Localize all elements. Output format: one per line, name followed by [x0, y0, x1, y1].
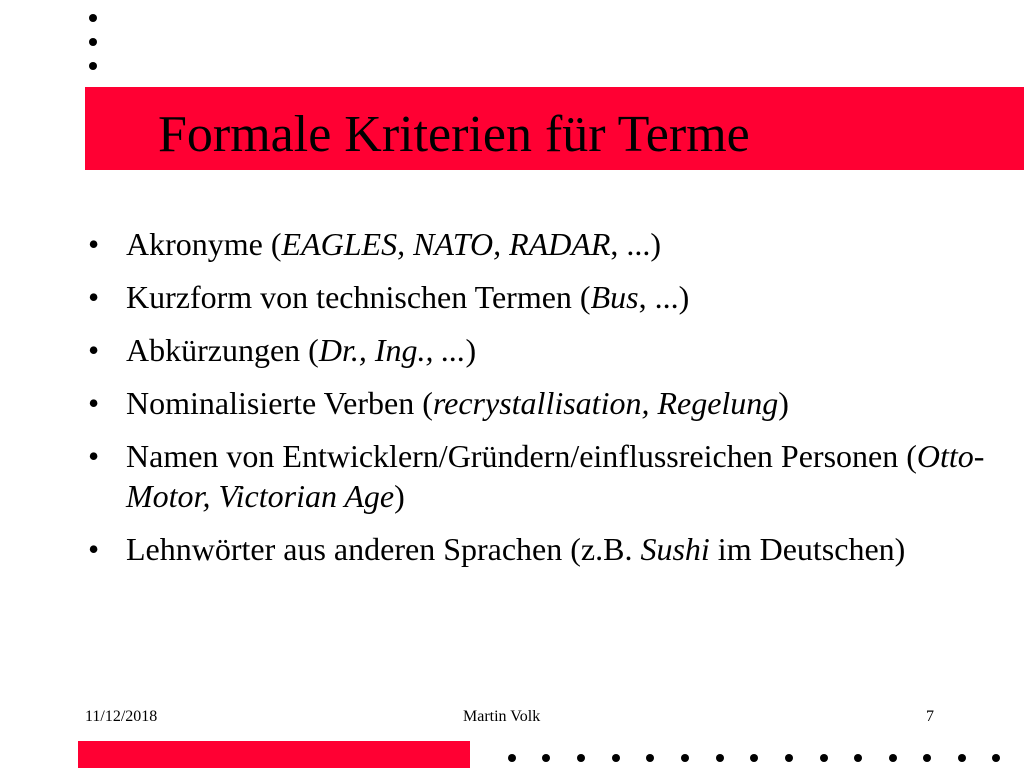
decorative-dot [958, 754, 966, 762]
decorative-dot [889, 754, 897, 762]
decorative-dot [854, 754, 862, 762]
bullet-item [88, 529, 988, 569]
decorative-dot [646, 754, 654, 762]
bullet-item [88, 224, 988, 264]
bullet-icon: • [88, 279, 100, 315]
bullet-text: Akronyme ( [126, 226, 282, 262]
decorative-dot [89, 62, 97, 70]
bullet-item [88, 383, 988, 423]
decorative-dot [785, 754, 793, 762]
bullet-text: ) [778, 385, 789, 421]
decorative-dot [542, 754, 550, 762]
bullet-icon: • [88, 438, 100, 474]
decorative-dot [577, 754, 585, 762]
bullet-item [88, 436, 988, 516]
bullet-text: , ...) [610, 226, 662, 262]
footer-bar [78, 741, 470, 768]
bullet-text: Abkürzungen ( [126, 332, 319, 368]
decorative-dot [716, 754, 724, 762]
decorative-dot [612, 754, 620, 762]
bullet-example-text: Dr., Ing., ... [318, 332, 466, 368]
decorative-dot [681, 754, 689, 762]
bullet-text: Namen von Entwicklern/Gründern/einflussreichen Personen ( [126, 438, 917, 474]
decorative-dot [923, 754, 931, 762]
bullet-example-text: Otto-Motor, Victorian Age [126, 438, 985, 514]
bullet-list [88, 224, 988, 582]
bullet-text: ) [465, 332, 477, 368]
bullet-text: , ...) [638, 279, 690, 315]
bullet-example-text: Sushi [640, 531, 710, 567]
footer-date: 11/12/2018 [85, 708, 158, 725]
bullet-text: ) [394, 478, 405, 514]
decorative-dot [508, 754, 516, 762]
bullet-example-text: recrystallisation, Regelung [432, 385, 779, 421]
bullet-icon: • [88, 385, 100, 421]
bullet-icon: • [88, 531, 100, 567]
decorative-dot [992, 754, 1000, 762]
bullet-icon: • [88, 332, 100, 368]
slide-title: Formale Kriterien für Terme [158, 106, 750, 163]
bullet-example-text: EAGLES, NATO, RADAR [281, 226, 611, 262]
bullet-text: Lehnwörter aus anderen Sprachen (z.B. [126, 531, 641, 567]
bullet-example-text: Bus [590, 279, 639, 315]
bullet-item [88, 277, 988, 317]
bullet-icon: • [88, 226, 100, 262]
decorative-dot [820, 754, 828, 762]
decorative-dot [89, 38, 97, 46]
decorative-dot [750, 754, 758, 762]
footer-author: Martin Volk [463, 708, 541, 725]
bullet-text: Nominalisierte Verben ( [126, 385, 433, 421]
bullet-text: im Deutschen) [709, 531, 906, 567]
bullet-item [88, 330, 988, 370]
decorative-dot [89, 14, 97, 22]
bullet-text: Kurzform von technischen Termen ( [126, 279, 591, 315]
footer-page-number: 7 [926, 708, 934, 725]
